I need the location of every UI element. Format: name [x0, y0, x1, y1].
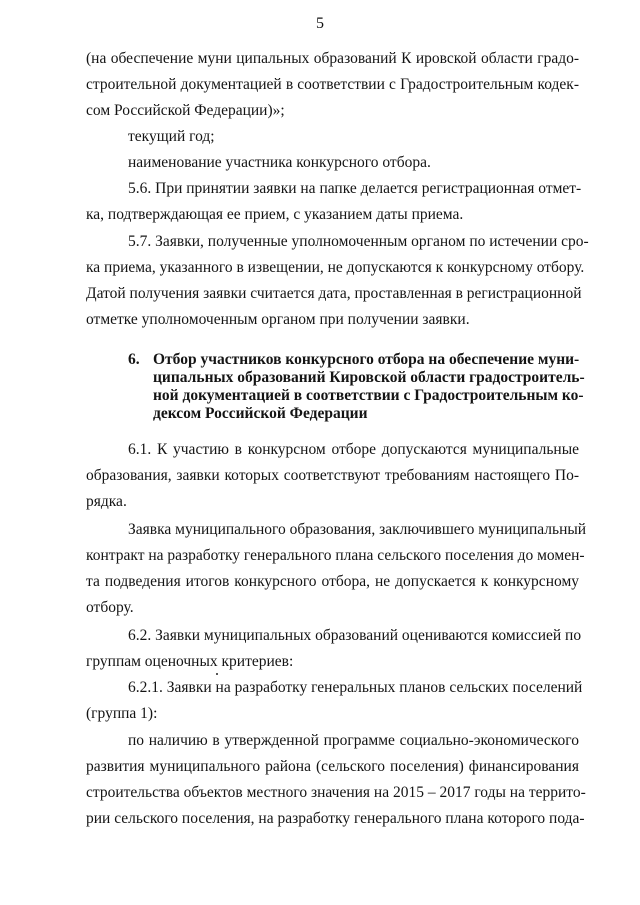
text-line: образования, заявки которых соответствуют требованиям настоящего По- — [86, 467, 579, 484]
text-line: рядка. — [86, 493, 127, 510]
text-line: строительства объектов местного значения на 2015 – 2017 годы на террито- — [86, 784, 586, 801]
section-heading-line: дексом Российской Федерации — [153, 405, 368, 422]
section-heading-line: ципальных образований Кировской области градостроитель- — [153, 369, 585, 386]
text-line: 6.2.1. Заявки на разработку генеральных планов сельских поселений — [128, 679, 583, 696]
text-line: (группа 1): — [86, 705, 158, 722]
text-line: 6.1. К участию в конкурсном отборе допускаются муниципальные — [128, 441, 579, 458]
text-line: 6.2. Заявки муниципальных образований оцениваются комиссией по — [128, 627, 582, 644]
section-number: 6. — [128, 351, 140, 368]
section-heading-line: ной документацией в соответствии с Градостроительным ко- — [153, 387, 584, 404]
text-line: ка, подтверждающая ее прием, с указанием даты приема. — [86, 206, 464, 223]
text-line: группам оценочных критериев: — [86, 653, 294, 670]
section-heading-line: Отбор участников конкурсного отбора на обеспечение муни- — [153, 351, 580, 368]
text-line: наименование участника конкурсного отбора. — [128, 154, 431, 171]
text-line: контракт на разработку генерального плана сельского поселения до момен- — [86, 547, 585, 564]
text-line: та подведения итогов конкурсного отбора, не допускается к конкурсному — [86, 573, 579, 590]
text-line: текущий год; — [128, 128, 215, 145]
text-line: Заявка муниципального образования, заключившего муниципальный — [128, 521, 587, 538]
text-line: (на обеспечение муни ципальных образований К ировской области градо- — [86, 50, 579, 67]
text-line: отметке уполномоченным органом при получении заявки. — [86, 311, 470, 328]
text-line: отбору. — [86, 599, 134, 616]
page-number: 5 — [316, 15, 324, 32]
text-line: 5.7. Заявки, полученные уполномоченным органом по истечении сро- — [128, 233, 589, 250]
text-line: сом Российской Федерации)»; — [86, 102, 285, 119]
text-line: Датой получения заявки считается дата, проставленная в регистрационной — [86, 285, 582, 302]
text-line: по наличию в утвержденной программе социально-экономического — [128, 732, 579, 749]
text-line: ка приема, указанного в извещении, не допускаются к конкурсному отбору. — [86, 259, 585, 276]
text-line: развития муниципального района (сельского поселения) финансирования — [86, 758, 579, 775]
text-line: рии сельского поселения, на разработку генерального плана которого пода- — [86, 810, 585, 827]
text-line: строительной документацией в соответствии с Градостроительным кодек- — [86, 76, 579, 93]
scan-speck — [216, 673, 218, 675]
text-line: 5.6. При принятии заявки на папке делается регистрационная отмет- — [128, 180, 582, 197]
